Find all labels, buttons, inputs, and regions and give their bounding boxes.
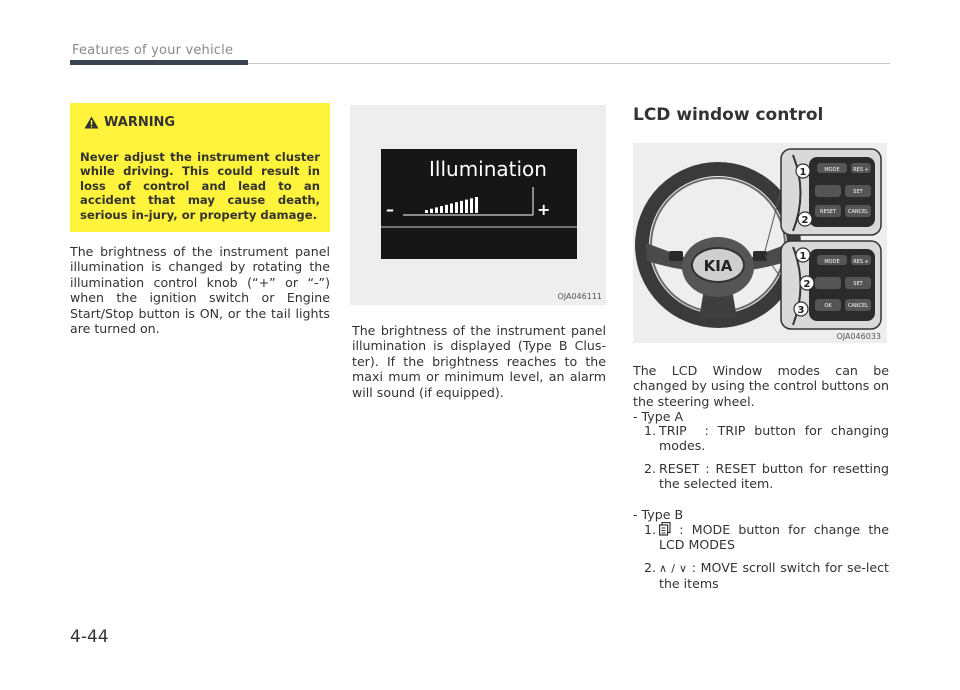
item-number: 2. bbox=[644, 560, 657, 575]
inset1-label-res: RES + bbox=[853, 167, 869, 173]
item-number: 2. bbox=[644, 461, 657, 476]
mode-button-icon bbox=[659, 522, 671, 536]
type-a-label: - Type A bbox=[633, 409, 684, 424]
steering-wheel-figure bbox=[633, 143, 887, 343]
steering-wheel-illustration bbox=[633, 143, 887, 343]
plus-symbol: + bbox=[537, 200, 551, 219]
callout-1a: 1 bbox=[799, 167, 807, 178]
move-scroll-symbol: ∧ / ∨ bbox=[659, 562, 688, 575]
lcd-window-paragraph: The LCD Window modes can be changed by using the control buttons on the steering wheel. bbox=[633, 363, 889, 409]
page-number: 4-44 bbox=[70, 627, 109, 647]
inset1-label-set: SET bbox=[853, 189, 863, 195]
warning-text: Never adjust the instrument cluster while driving. This could result in loss of control and lead to an accident that may cause death, serious in-jury, or property damage. bbox=[80, 150, 320, 222]
warning-triangle-icon bbox=[84, 116, 99, 129]
brightness-bar bbox=[465, 200, 468, 213]
warning-title: WARNING bbox=[104, 115, 176, 130]
callout-1b: 1 bbox=[799, 251, 807, 262]
inset2-label-mode: MODE bbox=[824, 259, 840, 265]
brightness-bar bbox=[425, 210, 428, 213]
callout-3: 3 bbox=[797, 305, 805, 316]
type-a-item-2 bbox=[644, 461, 889, 492]
inset2-label-set: SET bbox=[853, 281, 863, 287]
callout-2a: 2 bbox=[801, 215, 809, 226]
inset2-label-cancel: CANCEL bbox=[847, 303, 869, 309]
item-text: : MOVE scroll switch for se-lect the items bbox=[659, 560, 889, 592]
inset2-label-ok: OK bbox=[824, 303, 832, 309]
header-title: Features of your vehicle bbox=[72, 43, 234, 58]
type-b-item-1 bbox=[644, 522, 889, 553]
brightness-bar bbox=[445, 205, 448, 213]
warning-box bbox=[70, 103, 330, 232]
item-number: 1. bbox=[644, 522, 657, 537]
kia-logo: KIA bbox=[703, 257, 733, 275]
section-title: LCD window control bbox=[633, 105, 824, 125]
brightness-bar bbox=[440, 206, 443, 213]
item-text: : MODE button for change the LCD MODES bbox=[659, 522, 889, 553]
brightness-bar bbox=[450, 204, 453, 214]
inset2-label-res: RES + bbox=[853, 259, 869, 265]
figure-code: OJA046111 bbox=[557, 292, 602, 301]
inset1-label-cancel: CANCEL bbox=[847, 209, 869, 215]
header-accent-bar bbox=[70, 60, 248, 65]
type-a-item-1 bbox=[644, 423, 889, 454]
cluster-display-paragraph: The brightness of the instrument panel illumination is displayed (Type B Clus-ter). If the brightness reaches to the maxi mum or minimum level, an alarm will sound (if equipped). bbox=[352, 323, 606, 400]
item-number: 1. bbox=[644, 423, 657, 438]
item-line bbox=[644, 522, 889, 553]
illumination-title: Illumination bbox=[429, 157, 547, 181]
brightness-bar bbox=[455, 202, 458, 213]
item-text: TRIP : TRIP button for changing modes. bbox=[659, 423, 889, 454]
brightness-bar bbox=[460, 201, 463, 213]
warning-heading bbox=[84, 115, 175, 130]
callout-2b: 2 bbox=[803, 279, 811, 290]
type-b-item-2 bbox=[644, 560, 889, 592]
inset1-label-mode: MODE bbox=[824, 167, 840, 173]
header-rule bbox=[248, 63, 890, 64]
inset1-label-reset: RESET bbox=[819, 209, 837, 215]
item-line bbox=[644, 560, 889, 592]
illumination-figure bbox=[350, 105, 606, 305]
item-text: RESET : RESET button for resetting the selected item. bbox=[659, 461, 889, 492]
page-header bbox=[70, 38, 890, 68]
cluster-screen bbox=[381, 149, 577, 259]
brightness-bar bbox=[435, 207, 438, 213]
figure-code: OJA046033 bbox=[836, 332, 881, 341]
minus-symbol: – bbox=[386, 200, 394, 219]
brightness-bar bbox=[470, 198, 473, 213]
brightness-bar bbox=[475, 197, 478, 213]
type-b-label: - Type B bbox=[633, 507, 684, 522]
brightness-paragraph: The brightness of the instrument panel illumination is changed by rotating the illumination control knob (“+” or “-”) when the ignition switch or Engine Start/Stop button is ON, or the tail lights are turned on. bbox=[70, 244, 330, 337]
brightness-bar bbox=[430, 209, 433, 213]
